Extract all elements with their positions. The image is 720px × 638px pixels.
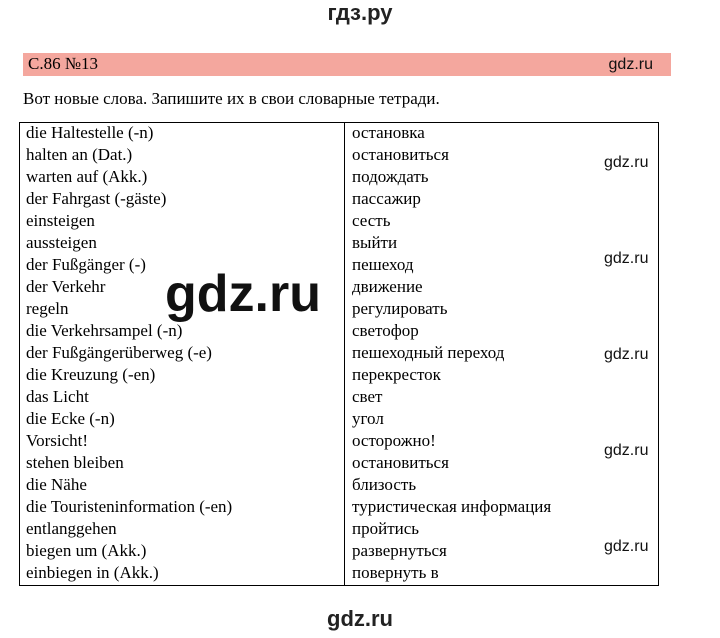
- site-footer-title: gdz.ru: [327, 606, 393, 631]
- vocab-german-word: die Touristeninformation (-en): [20, 497, 345, 519]
- vocab-german-word: stehen bleiben: [20, 453, 345, 475]
- vocab-row: [20, 255, 659, 277]
- vocab-russian-translation: близость: [352, 475, 417, 494]
- vocab-row: [20, 475, 659, 497]
- vocab-german-word: warten auf (Akk.): [20, 167, 345, 189]
- vocab-russian-translation: регулировать: [352, 299, 448, 318]
- vocab-german-word: die Nähe: [20, 475, 345, 497]
- exercise-header-bar: [23, 53, 671, 76]
- vocab-row: [20, 145, 659, 167]
- vocab-german-word: die Kreuzung (-en): [20, 365, 345, 387]
- exercise-title: С.86 №13: [28, 54, 99, 73]
- vocab-row: [20, 211, 659, 233]
- vocab-russian-translation: пассажир: [352, 189, 421, 208]
- vocab-russian-translation: свет: [352, 387, 383, 406]
- vocab-russian-translation: перекресток: [352, 365, 441, 384]
- vocab-german-word: die Haltestelle (-n): [20, 123, 345, 146]
- vocab-german-word: die Ecke (-n): [20, 409, 345, 431]
- vocab-russian-translation: повернуть в: [352, 563, 439, 582]
- vocab-german-word: der Fußgängerüberweg (-e): [20, 343, 345, 365]
- vocab-row: [20, 497, 659, 519]
- vocab-russian-translation: выйти: [352, 233, 398, 252]
- vocab-russian-translation: пройтись: [352, 519, 420, 538]
- vocab-russian-translation: развернуться: [352, 541, 447, 560]
- watermark-side: gdz.ru: [604, 346, 649, 363]
- watermark-large: gdz.ru: [165, 265, 321, 323]
- site-header-title: гдз.ру: [327, 0, 393, 25]
- vocab-german-word: einsteigen: [20, 211, 345, 233]
- watermark-side: gdz.ru: [604, 442, 649, 459]
- vocab-german-word: das Licht: [20, 387, 345, 409]
- vocab-german-word: aussteigen: [20, 233, 345, 255]
- vocab-german-word: die Verkehrsampel (-n): [20, 321, 345, 343]
- vocab-row: [20, 343, 659, 365]
- vocab-row: [20, 387, 659, 409]
- vocabulary-table: [19, 122, 659, 586]
- vocab-german-word: der Fahrgast (-gäste): [20, 189, 345, 211]
- vocab-row: [20, 277, 659, 299]
- vocab-row: [20, 189, 659, 211]
- vocab-row: [20, 453, 659, 475]
- vocab-russian-translation: движение: [352, 277, 423, 296]
- vocab-row: [20, 167, 659, 189]
- vocab-row: [20, 365, 659, 387]
- vocab-russian-translation: остановка: [352, 123, 425, 142]
- vocab-row: [20, 321, 659, 343]
- vocab-german-word: halten an (Dat.): [20, 145, 345, 167]
- vocab-german-word: entlanggehen: [20, 519, 345, 541]
- vocab-row: [20, 409, 659, 431]
- exercise-instruction: Вот новые слова. Запишите их в свои словарные тетради.: [23, 89, 440, 108]
- watermark-side: gdz.ru: [604, 154, 649, 171]
- vocab-german-word: der Fußgänger (-): [20, 255, 345, 277]
- vocab-russian-translation: остановиться: [352, 453, 449, 472]
- vocab-german-word: einbiegen in (Akk.): [20, 563, 345, 586]
- vocab-row: [20, 123, 659, 146]
- vocab-row: [20, 299, 659, 321]
- vocab-row: [20, 563, 659, 586]
- vocab-russian-translation: светофор: [352, 321, 419, 340]
- vocab-russian-translation: подождать: [352, 167, 429, 186]
- vocab-russian-translation: сесть: [352, 211, 391, 230]
- watermark-side: gdz.ru: [604, 250, 649, 267]
- vocab-german-word: Vorsicht!: [20, 431, 345, 453]
- watermark-side: gdz.ru: [604, 538, 649, 555]
- vocab-row: [20, 541, 659, 563]
- vocab-german-word: der Verkehr: [20, 277, 345, 299]
- vocab-russian-translation: осторожно!: [352, 431, 436, 450]
- vocab-row: [20, 519, 659, 541]
- vocab-row: [20, 233, 659, 255]
- vocab-russian-translation: туристическая информация: [352, 497, 552, 516]
- vocab-row: [20, 431, 659, 453]
- watermark-header: gdz.ru: [608, 56, 653, 73]
- vocab-german-word: biegen um (Akk.): [20, 541, 345, 563]
- vocab-russian-translation: пешеходный переход: [352, 343, 505, 362]
- vocab-russian-translation: остановиться: [352, 145, 449, 164]
- vocab-russian-translation: пешеход: [352, 255, 414, 274]
- vocab-russian-translation: угол: [352, 409, 384, 428]
- vocab-german-word: regeln: [20, 299, 345, 321]
